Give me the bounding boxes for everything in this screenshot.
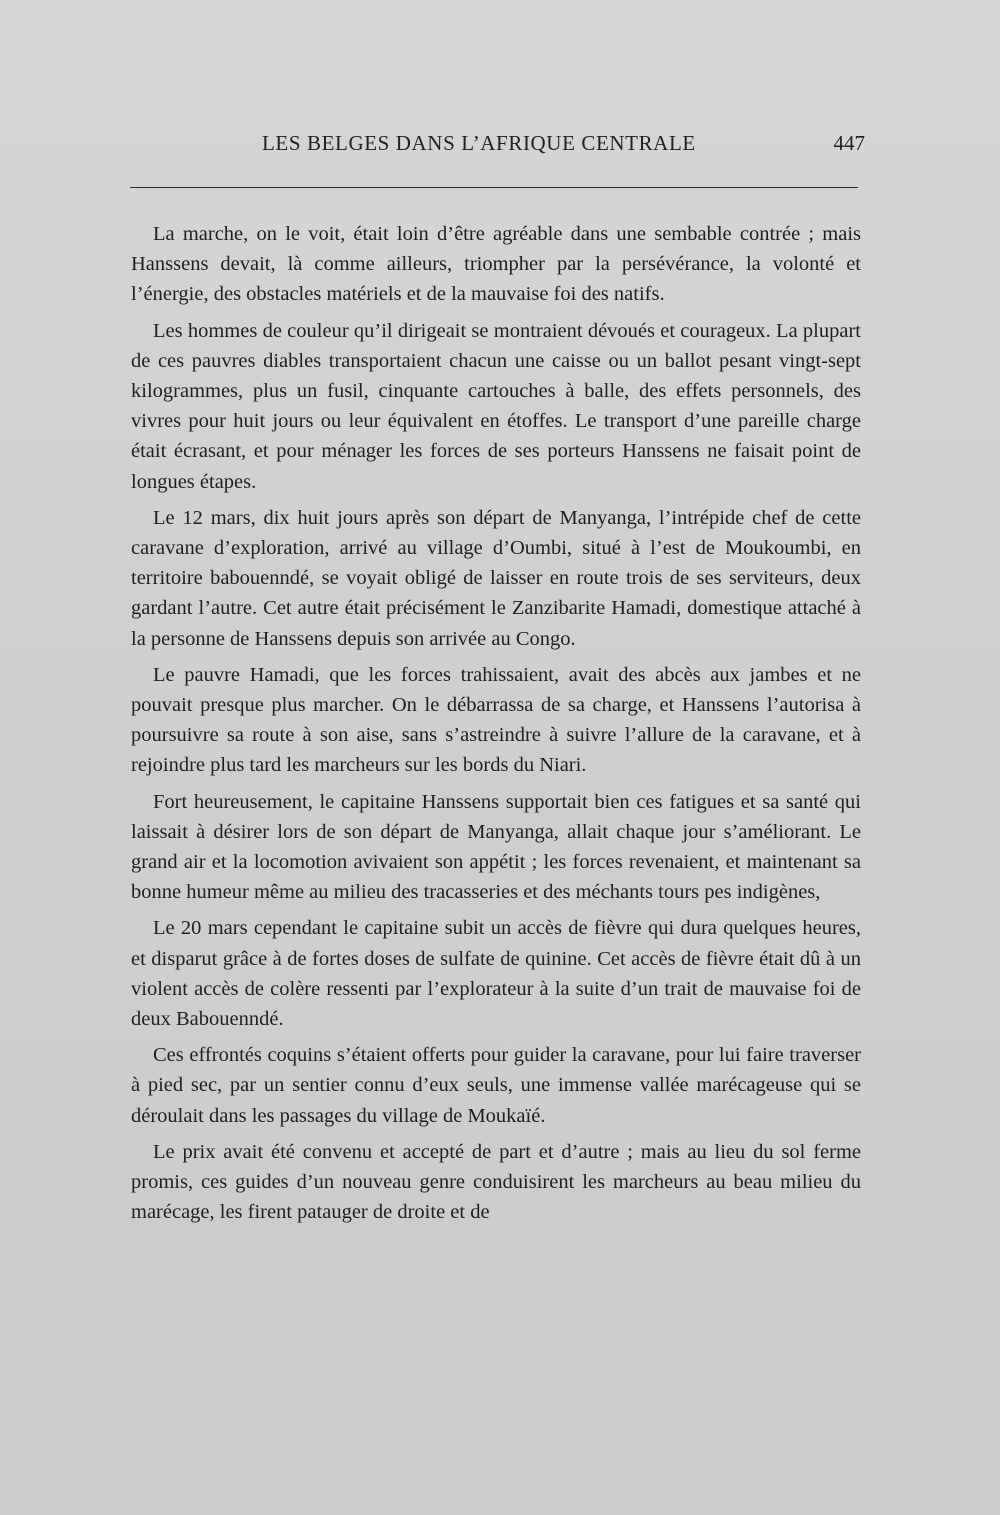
paragraph: Les hommes de couleur qu’il dirigeait se montraient dévoués et courageux. La plupart de ces pauvres diables transportaient chacun une caisse ou un ballot pesant vingt-sept kilogrammes, plus un fusil, cinquante cartouches à balle, des effets personnels, des vivres pour huit jours ou leur équivalent en étoffes. Le transport d’une pareille charge était écrasant, et pour ménager les forces de ses porteurs Hanssens ne faisait point de longues étapes. xyxy=(131,319,861,493)
paragraph: Le 12 mars, dix huit jours après son départ de Manyanga, l’intrépide chef de cette caravane d’exploration, arrivé au village d’Oumbi, situé à l’est de Moukoumbi, en territoire babouenndé, se voyait obligé de laisser en route trois de ses serviteurs, deux gardant l’autre. Cet autre était précisément le Zanzibarite Hamadi, domestique attaché à la personne de Hanssens depuis son arrivée au Congo. xyxy=(131,506,861,650)
header-rule xyxy=(130,187,858,188)
paragraph: La marche, on le voit, était loin d’être agréable dans une sembable contrée ; mais Hanssens devait, là comme ailleurs, triompher par la persévérance, la volonté et l’énergie, des obstacles matériels et de la mauvaise foi des natifs. xyxy=(131,223,861,306)
paragraph: Le pauvre Hamadi, que les forces trahissaient, avait des abcès aux jambes et ne pouvait presque plus marcher. On le débarrassa de sa charge, et Hanssens l’autorisa à poursuivre sa route à son aise, sans s’astreindre à suivre l’allure de la caravane, et à rejoindre plus tard les marcheurs sur les bords du Niari. xyxy=(131,663,861,777)
page-number: 447 xyxy=(833,131,865,155)
running-title: LES BELGES DANS L’AFRIQUE CENTRALE xyxy=(262,131,696,155)
paragraph: Ces effrontés coquins s’étaient offerts pour guider la caravane, pour lui faire traverser à pied sec, par un sentier connu d’eux seuls, une immense vallée marécageuse qui se déroulait dans les passages du village de Moukaïé. xyxy=(131,1044,861,1127)
paragraph: Le prix avait été convenu et accepté de part et d’autre ; mais au lieu du sol ferme promis, ces guides d’un nouveau genre conduisirent les marcheurs au beau milieu du marécage, les firent patauger de droite et de xyxy=(131,1140,861,1224)
paragraph: Fort heureusement, le capitaine Hanssens supportait bien ces fatigues et sa santé qui laissait à désirer lors de son départ de Manyanga, allait chaque jour s’améliorant. Le grand air et la locomotion avivaient son appétit ; les forces revenaient, et maintenant sa bonne humeur même au milieu des tracasseries et des méchants tours pes indigènes, xyxy=(131,790,861,904)
paragraph: Le 20 mars cependant le capitaine subit un accès de fièvre qui dura quelques heures, et disparut grâce à de fortes doses de sulfate de quinine. Cet accès de fièvre était dû à un violent accès de colère ressenti par l’explorateur à la suite d’un trait de mauvaise foi de deux Babouenndé. xyxy=(131,917,861,1031)
body-text xyxy=(131,219,861,1234)
running-head xyxy=(130,131,865,165)
